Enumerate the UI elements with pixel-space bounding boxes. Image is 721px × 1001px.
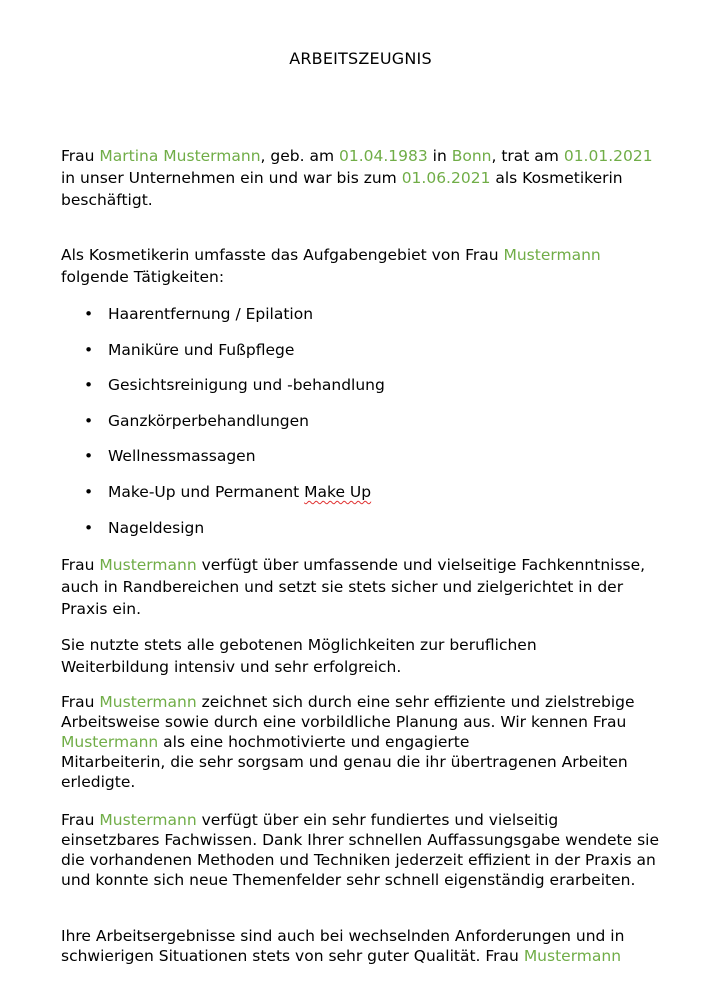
- bullet-icon: •: [84, 482, 94, 501]
- employee-name: Martina Mustermann: [99, 147, 261, 165]
- employee-surname: Mustermann: [503, 246, 601, 264]
- intro-paragraph: [61, 145, 661, 211]
- bullet-icon: •: [84, 518, 94, 537]
- results-paragraph: [61, 926, 661, 966]
- list-item: [61, 303, 385, 339]
- spellcheck-flagged-word[interactable]: Make Up: [304, 482, 372, 501]
- task-label: Ganzkörperbehandlungen: [108, 411, 310, 430]
- text-run: in: [427, 147, 452, 165]
- text-run: verfügt über ein sehr fundiertes und vielseitig einsetzbares Fachwissen. Dank Ihrer schnellen Auffassungsgabe wendete sie die vorhandenen Methoden und Techniken jederzeit effizient in der Praxis an und konnte sich neue Themenfelder sehr schnell eigenständig erarbeiten.: [61, 811, 660, 889]
- bullet-icon: •: [84, 376, 94, 395]
- list-item: [61, 445, 385, 481]
- text-run: Ihre Arbeitsergebnisse sind auch bei wechselnden Anforderungen und in schwierigen Situationen stets von sehr guter Qualität. Frau: [61, 927, 625, 965]
- employee-surname: Mustermann: [99, 693, 197, 711]
- text-run: zeichnet sich durch eine sehr effiziente und zielstrebige Arbeitsweise sowie durch eine vorbildliche Planung aus. Wir kennen Frau: [61, 693, 635, 731]
- list-item: [61, 481, 385, 517]
- text-run: als eine hochmotivierte und engagierte: [158, 733, 470, 751]
- end-date: 01.06.2021: [401, 169, 491, 187]
- task-label: Gesichtsreinigung und -behandlung: [108, 376, 385, 395]
- bullet-icon: •: [84, 340, 94, 359]
- birth-place: Bonn: [451, 147, 492, 165]
- text-run: folgende Tätigkeiten:: [61, 268, 225, 286]
- list-item: [61, 339, 385, 375]
- text-run: Frau: [61, 693, 100, 711]
- text-run: , trat am: [491, 147, 564, 165]
- list-item: [61, 410, 385, 446]
- text-run: als Kosmetikerin beschäftigt.: [61, 169, 623, 209]
- bullet-icon: •: [84, 305, 94, 323]
- employee-surname: Mustermann: [99, 556, 197, 574]
- start-date: 01.01.2021: [563, 147, 653, 165]
- knowledge-paragraph: [61, 554, 661, 620]
- expertise-paragraph: [61, 810, 661, 890]
- text-run: verfügt über umfassende und vielseitige Fachkenntnisse, auch in Randbereichen und setzt sie stets sicher und zielgerichtet in der Praxis ein.: [61, 556, 646, 618]
- work-style-paragraph: [61, 692, 661, 792]
- birth-date: 01.04.1983: [338, 147, 428, 165]
- text-run: Frau: [61, 556, 100, 574]
- tasks-intro-paragraph: [61, 244, 661, 288]
- list-item: [61, 517, 385, 553]
- text-run: Als Kosmetikerin umfasste das Aufgabengebiet von Frau: [61, 246, 504, 264]
- document-title: ARBEITSZEUGNIS: [289, 49, 432, 68]
- task-label: Maniküre und Fußpflege: [108, 340, 295, 359]
- employee-surname: Mustermann: [61, 733, 159, 751]
- text-run: , geb. am: [260, 147, 339, 165]
- employee-surname: Mustermann: [99, 811, 197, 829]
- text-run: Frau: [61, 811, 100, 829]
- training-paragraph: Sie nutzte stets alle gebotenen Möglichkeiten zur beruflichen Weiterbildung intensiv und sehr erfolgreich.: [61, 636, 537, 676]
- task-label: Wellnessmassagen: [108, 447, 256, 466]
- task-list: [61, 303, 385, 552]
- task-label: Haarentfernung / Epilation: [108, 305, 314, 323]
- text-run: in unser Unternehmen ein und war bis zum: [61, 169, 402, 187]
- bullet-icon: •: [84, 411, 94, 430]
- text-run: Frau: [61, 147, 100, 165]
- task-label: Make-Up und Permanent: [108, 482, 305, 501]
- task-label: Nageldesign: [108, 518, 205, 537]
- employee-surname: Mustermann: [523, 947, 622, 965]
- text-run: Mitarbeiterin, die sehr sorgsam und genau die ihr übertragenen Arbeiten erledigte.: [61, 753, 628, 791]
- bullet-icon: •: [84, 447, 94, 466]
- list-item: [61, 374, 385, 410]
